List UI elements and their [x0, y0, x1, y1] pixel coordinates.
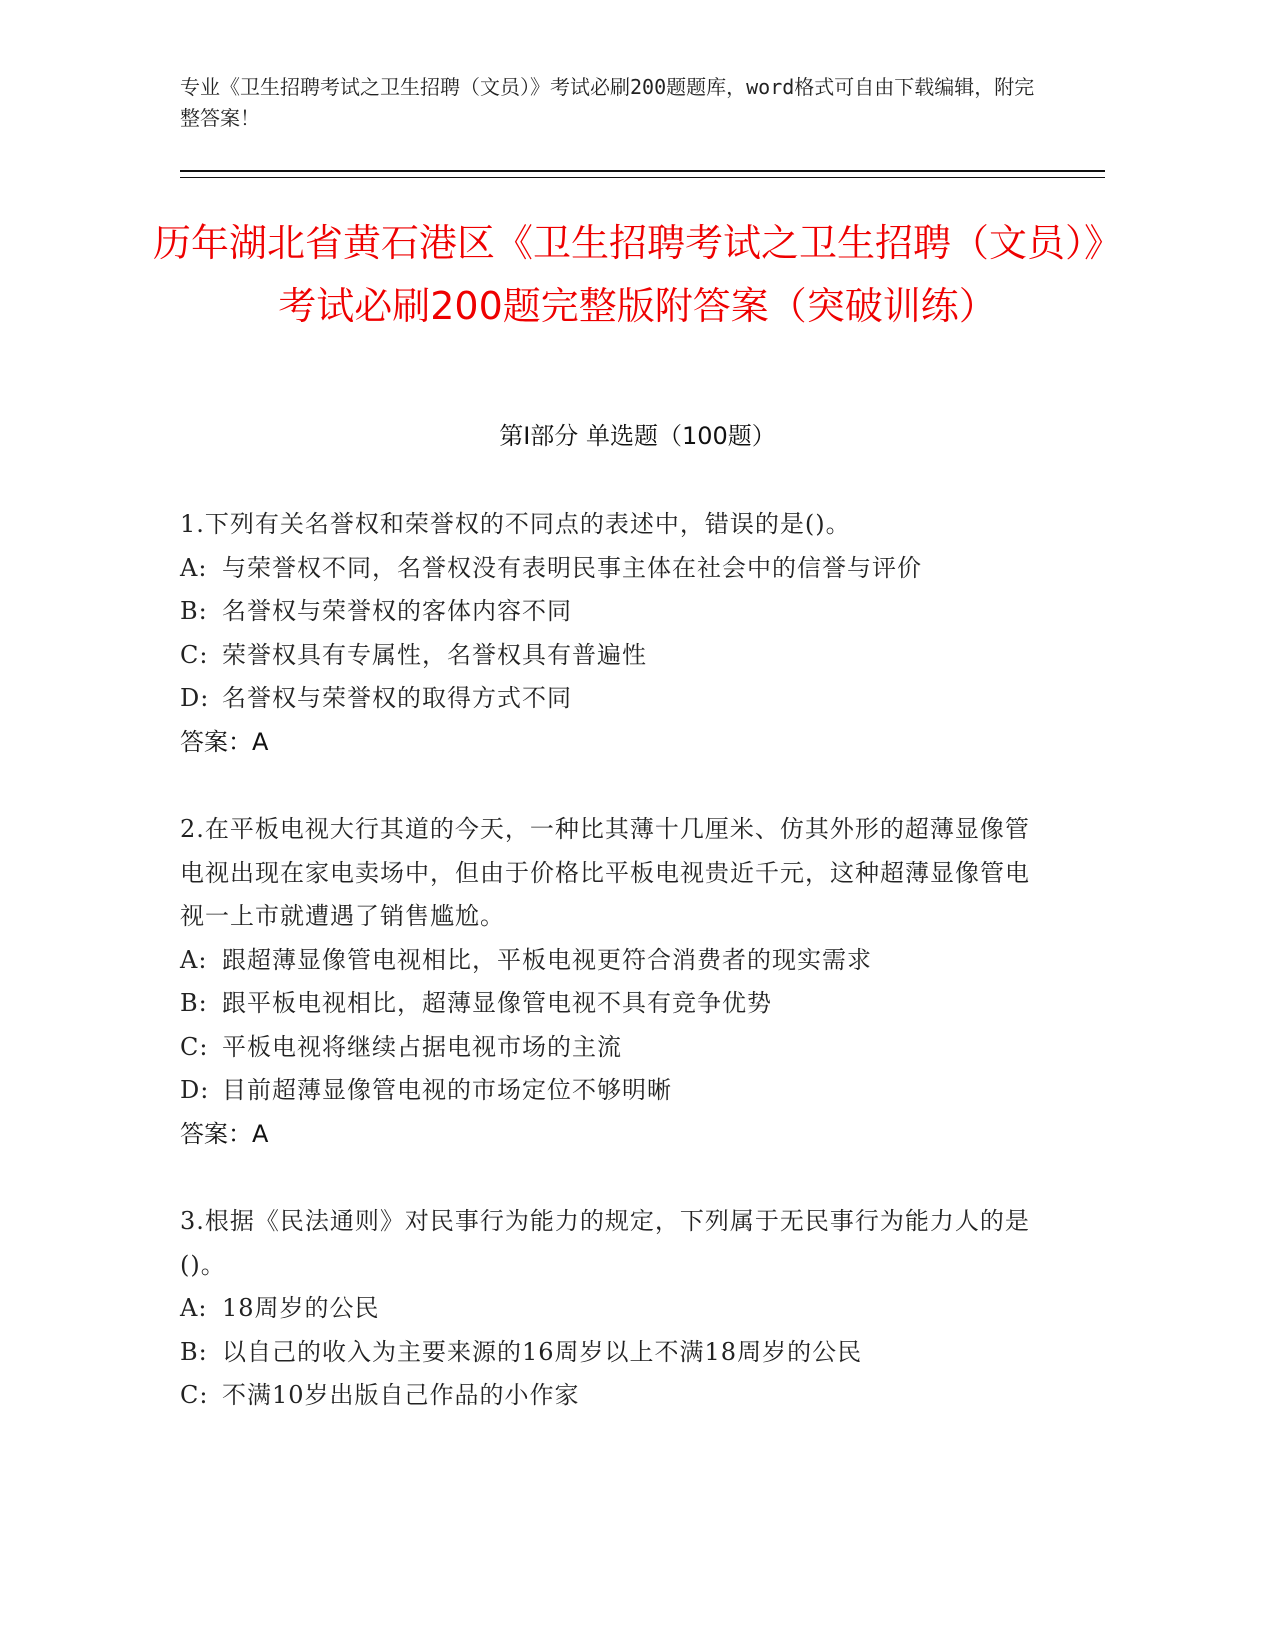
option-d — [180, 1069, 1030, 1113]
option-label: A: — [180, 553, 208, 582]
option-text: 名誉权与荣誉权的客体内容不同 — [222, 597, 572, 625]
intro-text: 专业《卫生招聘考试之卫生招聘（文员）》考试必刷200题题库，word格式可自由下载编辑，附完整答案！ — [180, 75, 1035, 130]
question-list — [180, 503, 1030, 1462]
option-label: D: — [180, 684, 210, 712]
option-label: A: — [180, 1294, 208, 1322]
answer-line: 答案：A — [180, 1119, 269, 1148]
question-1 — [180, 503, 1030, 764]
option-text: 跟超薄显像管电视相比，平板电视更符合消费者的现实需求 — [222, 945, 872, 974]
option-b — [180, 1331, 1030, 1375]
option-b — [180, 590, 1030, 634]
answer-line: 答案：A — [180, 727, 269, 756]
option-text: 与荣誉权不同，名誉权没有表明民事主体在社会中的信誉与评价 — [222, 553, 922, 582]
document-title: 历年湖北省黄石港区《卫生招聘考试之卫生招聘（文员）》考试必刷200题完整版附答案（突破训练） — [152, 221, 1122, 328]
option-label: D: — [180, 1076, 210, 1104]
question-text: 3.根据《民法通则》对民事行为能力的规定，下列属于无民事行为能力人的是()。 — [180, 1207, 1030, 1279]
section-title: 第Ⅰ部分 单选题（100题） — [499, 422, 776, 450]
option-label: B: — [180, 989, 208, 1017]
header-divider-thick — [180, 170, 1105, 172]
question-text: 1.下列有关名誉权和荣誉权的不同点的表述中，错误的是()。 — [180, 510, 851, 538]
question-2 — [180, 808, 1030, 1156]
option-text: 18周岁的公民 — [222, 1294, 380, 1322]
option-b — [180, 982, 1030, 1026]
header-divider-thin — [180, 177, 1105, 178]
option-text: 跟平板电视相比，超薄显像管电视不具有竞争优势 — [222, 989, 772, 1017]
option-label: B: — [180, 597, 208, 625]
option-a — [180, 939, 1030, 983]
option-c — [180, 1374, 1030, 1418]
question-text: 2.在平板电视大行其道的今天，一种比其薄十几厘米、仿其外形的超薄显像管电视出现在家电卖场中，但由于价格比平板电视贵近千元，这种超薄显像管电视一上市就遭遇了销售尴尬。 — [180, 815, 1030, 930]
question-3 — [180, 1200, 1030, 1418]
option-label: C: — [180, 1032, 209, 1061]
option-c — [180, 634, 1030, 678]
option-d — [180, 677, 1030, 721]
option-label: A: — [180, 945, 208, 974]
option-text: 目前超薄显像管电视的市场定位不够明晰 — [222, 1076, 672, 1104]
option-a — [180, 547, 1030, 591]
option-text: 荣誉权具有专属性，名誉权具有普遍性 — [222, 640, 647, 669]
option-label: B: — [180, 1337, 208, 1366]
option-text: 不满10岁出版自己作品的小作家 — [222, 1381, 580, 1409]
option-label: C: — [180, 640, 209, 669]
option-text: 平板电视将继续占据电视市场的主流 — [222, 1032, 622, 1061]
option-c — [180, 1026, 1030, 1070]
option-label: C: — [180, 1381, 209, 1409]
option-a — [180, 1287, 1030, 1331]
option-text: 以自己的收入为主要来源的16周岁以上不满18周岁的公民 — [222, 1337, 863, 1366]
option-text: 名誉权与荣誉权的取得方式不同 — [222, 684, 572, 712]
